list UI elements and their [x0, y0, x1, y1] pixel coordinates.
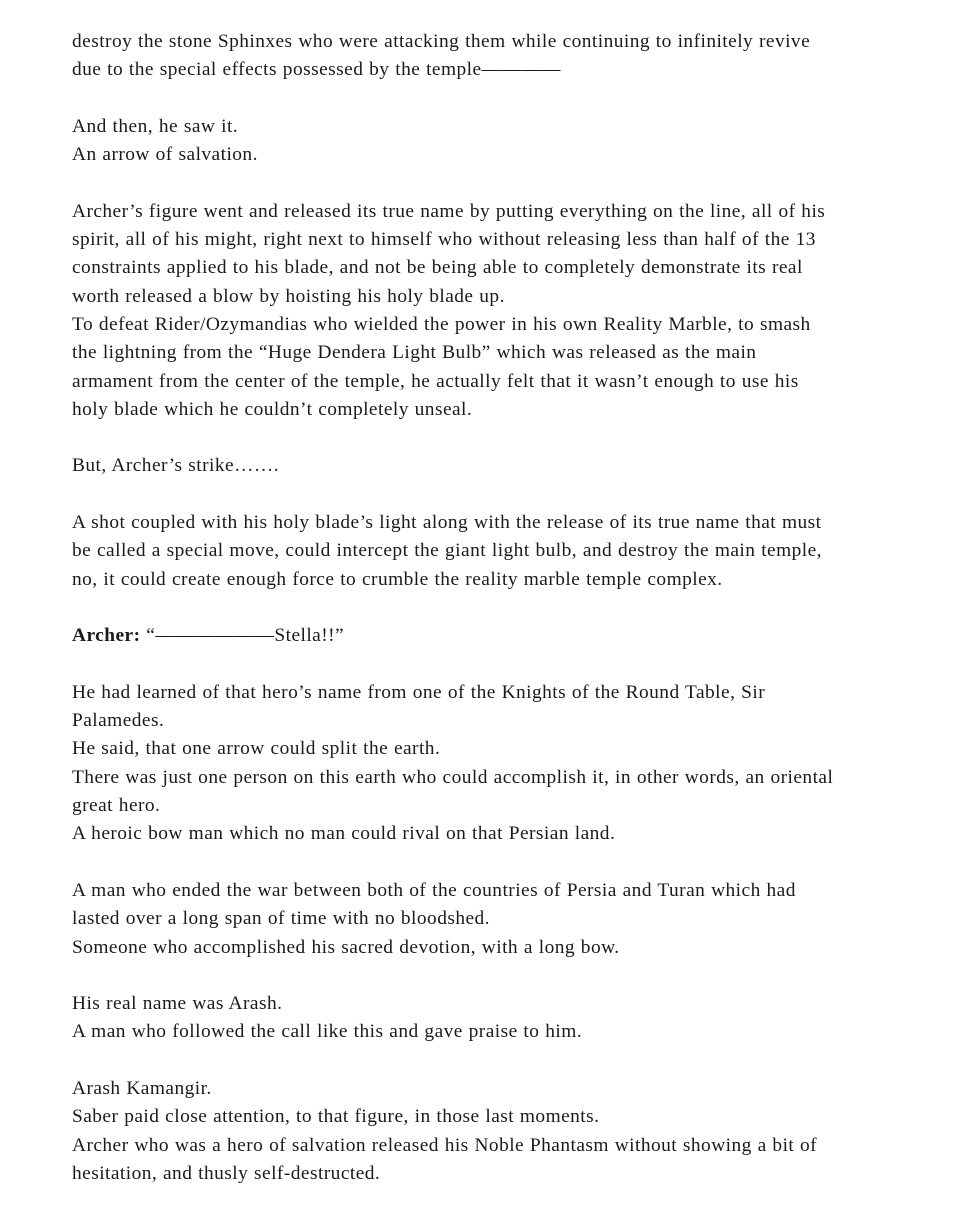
text-line: no, it could create enough force to crumble the reality marble temple complex.	[72, 568, 723, 590]
paragraph-7	[72, 679, 952, 849]
text-line: hesitation, and thusly self-destructed.	[72, 1162, 381, 1184]
text-line: be called a special move, could intercept the giant light bulb, and destroy the main temple,	[72, 540, 822, 562]
paragraph-1	[72, 28, 952, 85]
text-line: destroy the stone Sphinxes who were attacking them while continuing to infinitely revive	[72, 31, 811, 52]
dialogue-line	[72, 622, 952, 650]
text-line: constraints applied to his blade, and not be being able to completely demonstrate its real	[72, 257, 803, 279]
text-line: His real name was Arash.	[72, 993, 283, 1015]
dialogue-paragraph	[72, 622, 952, 650]
text-line: A man who ended the war between both of the countries of Persia and Turan which had	[72, 879, 796, 901]
text-line: Arash Kamangir.	[72, 1077, 212, 1099]
text-line: There was just one person on this earth who could accomplish it, in other words, an oriental	[72, 766, 834, 788]
text-line: An arrow of salvation.	[72, 144, 258, 166]
paragraph-10	[72, 1075, 952, 1188]
speaker-name: Archer:	[72, 625, 141, 647]
text-line: Palamedes.	[72, 710, 165, 732]
text-line: lasted over a long span of time with no bloodshed.	[72, 908, 490, 930]
text-line: great hero.	[72, 795, 161, 817]
paragraph-5	[72, 509, 952, 594]
text-line: A man who followed the call like this and gave praise to him.	[72, 1021, 583, 1043]
text-line: A shot coupled with his holy blade’s light along with the release of its true name that must	[72, 512, 822, 534]
text-line: But, Archer’s strike…….	[72, 455, 280, 477]
text-line: He had learned of that hero’s name from one of the Knights of the Round Table, Sir	[72, 681, 766, 703]
paragraph-8	[72, 877, 952, 962]
paragraph-2	[72, 113, 952, 170]
text-line: And then, he saw it.	[72, 115, 239, 137]
text-line: Archer who was a hero of salvation released his Noble Phantasm without showing a bit of	[72, 1134, 818, 1156]
text-line: the lightning from the “Huge Dendera Light Bulb” which was released as the main	[72, 342, 757, 364]
text-line: To defeat Rider/Ozymandias who wielded the power in his own Reality Marble, to smash	[72, 313, 811, 335]
text-line: worth released a blow by hoisting his holy blade up.	[72, 285, 505, 307]
text-line: spirit, all of his might, right next to himself who without releasing less than half of the 13	[72, 229, 816, 251]
text-line: due to the special effects possessed by the temple————	[72, 59, 561, 81]
document-page	[72, 28, 952, 1216]
speech-text: “——————Stella!!”	[140, 625, 345, 647]
text-line: A heroic bow man which no man could rival on that Persian land.	[72, 823, 616, 845]
text-line: holy blade which he couldn’t completely unseal.	[72, 398, 473, 420]
text-line: Saber paid close attention, to that figure, in those last moments.	[72, 1106, 600, 1128]
text-line: He said, that one arrow could split the earth.	[72, 738, 441, 760]
text-line: Someone who accomplished his sacred devotion, with a long bow.	[72, 936, 620, 958]
paragraph-9	[72, 990, 952, 1047]
paragraph-3	[72, 198, 952, 424]
paragraph-4	[72, 452, 952, 480]
text-line: Archer’s figure went and released its true name by putting everything on the line, all of his	[72, 200, 826, 222]
text-line: armament from the center of the temple, he actually felt that it wasn’t enough to use his	[72, 370, 799, 392]
